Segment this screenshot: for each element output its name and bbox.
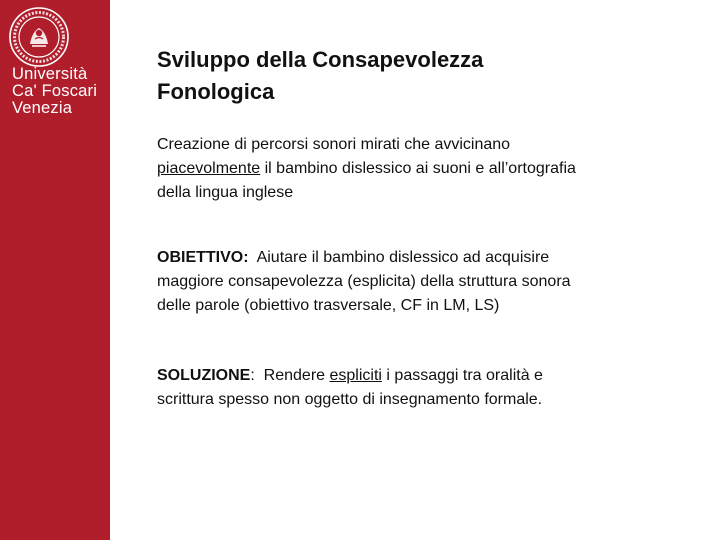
p2-line-3: delle parole (obiettivo trasversale, CF in LM, LS) bbox=[157, 297, 500, 314]
title-line-2: Fonologica bbox=[157, 79, 275, 104]
p2-line-1-rest: Aiutare il bambino dislessico ad acquisire bbox=[248, 249, 550, 266]
solution-label: SOLUZIONE bbox=[157, 367, 251, 384]
p3-line-1-rest: i passaggi tra oralità e bbox=[381, 367, 543, 384]
p3-line-1 bbox=[157, 364, 697, 388]
slide-title bbox=[157, 44, 697, 108]
objective-label: OBIETTIVO: bbox=[157, 249, 249, 266]
p3-line-1-mid: : Rendere bbox=[250, 367, 330, 384]
p2-line-1 bbox=[157, 246, 697, 270]
paragraph-objective bbox=[157, 246, 697, 318]
p3-line-2: scrittura spesso non oggetto di insegnamento formale. bbox=[157, 391, 543, 408]
p1-line-2 bbox=[157, 157, 697, 181]
paragraph-description bbox=[157, 133, 697, 205]
p1-underlined-word: piacevolmente bbox=[157, 160, 261, 177]
sidebar-brand-bar bbox=[0, 0, 110, 540]
title-line-1: Sviluppo della Consapevolezza bbox=[157, 47, 484, 72]
p1-line-2-rest: il bambino dislessico ai suoni e all’ortografia bbox=[260, 160, 576, 177]
p3-underlined-word: espliciti bbox=[329, 367, 382, 384]
p1-line-1: Creazione di percorsi sonori mirati che avvicinano bbox=[157, 136, 511, 153]
wordmark-line-1: Università bbox=[12, 65, 88, 83]
wordmark-line-2: Ca' Foscari bbox=[12, 82, 98, 100]
university-wordmark bbox=[12, 66, 97, 117]
p2-line-2: maggiore consapevolezza (esplicita) della struttura sonora bbox=[157, 273, 571, 290]
p1-line-3: della lingua inglese bbox=[157, 184, 294, 201]
paragraph-solution bbox=[157, 364, 697, 412]
wordmark-line-3: Venezia bbox=[12, 99, 73, 117]
university-seal-logo bbox=[8, 6, 70, 68]
